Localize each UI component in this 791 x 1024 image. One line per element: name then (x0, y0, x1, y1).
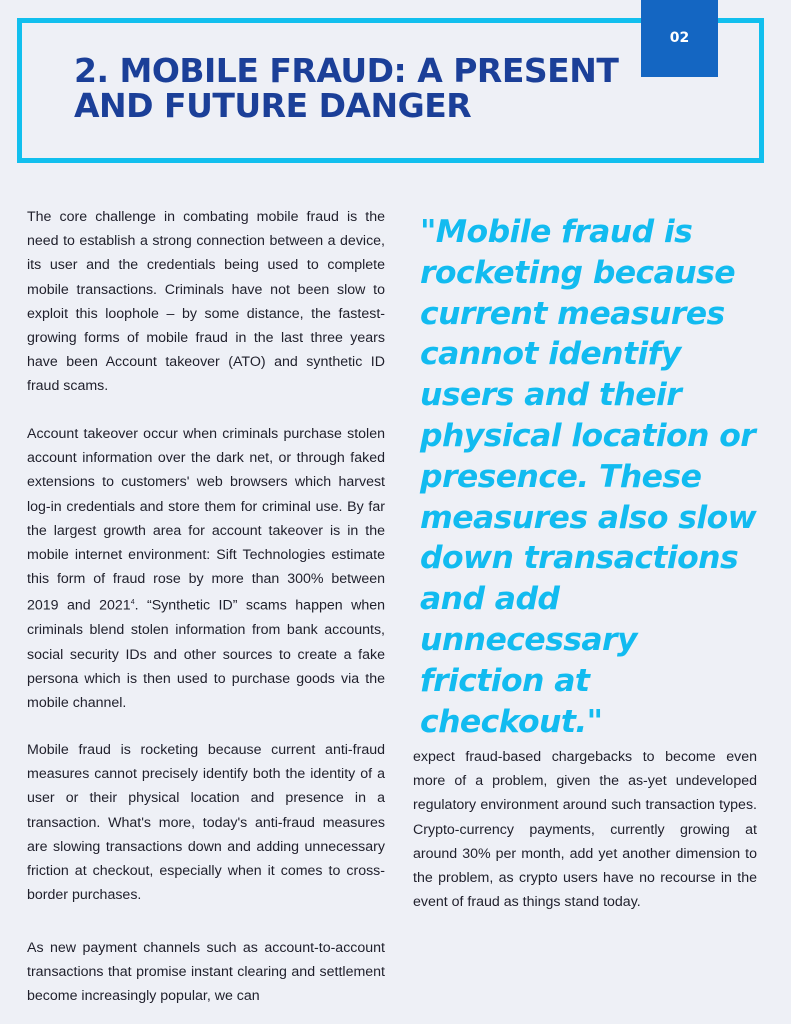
pull-quote: "Mobile fraud is rocketing because current measures cannot identify users and their physical location or presence. These measures also slow down transactions and add unnecessary friction at checkout." (420, 214, 757, 740)
title-line-1: 2. MOBILE FRAUD: A PRESENT (74, 51, 619, 90)
paragraph-ato-part2: . “Synthetic ID” scams happen when criminals blend stolen information from bank accounts, social security IDs and other sources to create a fake persona which is then used to purchase goods via the mobile channel. (27, 598, 385, 711)
paragraph-ato-part1: Account takeover occur when criminals purchase stolen account information over the dark net, or through faked extensions to customers' web browsers which harvest log-in credentials and store them for criminal use. By far the largest growth area for account takeover is in the mobile internet environment: Sift Technologies estimate this form of fraud rose by more than 300% between 2019 and 2021 (27, 426, 385, 615)
body-column-left-4 (27, 936, 385, 1009)
paragraph-mobile-fraud: Mobile fraud is rocketing because current anti-fraud measures cannot precisely identify both the identity of a user or their physical location and presence in a transaction. What's more, today's anti-fraud measures are slowing transactions down and adding unnecessary friction at checkout, especially when it comes to cross-border purchases. (27, 742, 385, 904)
body-column-right (413, 745, 757, 914)
page-number-badge: 02 (641, 0, 718, 77)
paragraph-chargebacks: expect fraud-based chargebacks to become even more of a problem, given the as-yet undeveloped regulatory environment around such transaction types. Crypto-currency payments, currently growing at around 30% per month, add yet another dimension to the problem, as crypto users have no recourse in the event of fraud as things stand today. (413, 749, 757, 911)
body-column-left-2 (27, 422, 385, 715)
body-column-left-1 (27, 205, 385, 399)
title-line-2: AND FUTURE DANGER (74, 86, 472, 125)
footnote-marker: 4 (130, 599, 135, 607)
paragraph-intro: The core challenge in combating mobile fraud is the need to establish a strong connection between a device, its user and the credentials being used to complete mobile transactions. Criminals have not been slow to exploit this loophole – by some distance, the fastest-growing forms of mobile fraud in the last three years have been Account takeover (ATO) and synthetic ID fraud scams. (27, 209, 385, 395)
paragraph-account-takeover (27, 422, 385, 715)
body-column-left-3 (27, 738, 385, 907)
paragraph-payment-channels: As new payment channels such as account-to-account transactions that promise instant clearing and settlement become increasingly popular, we can (27, 940, 385, 1005)
page-title (74, 53, 664, 123)
